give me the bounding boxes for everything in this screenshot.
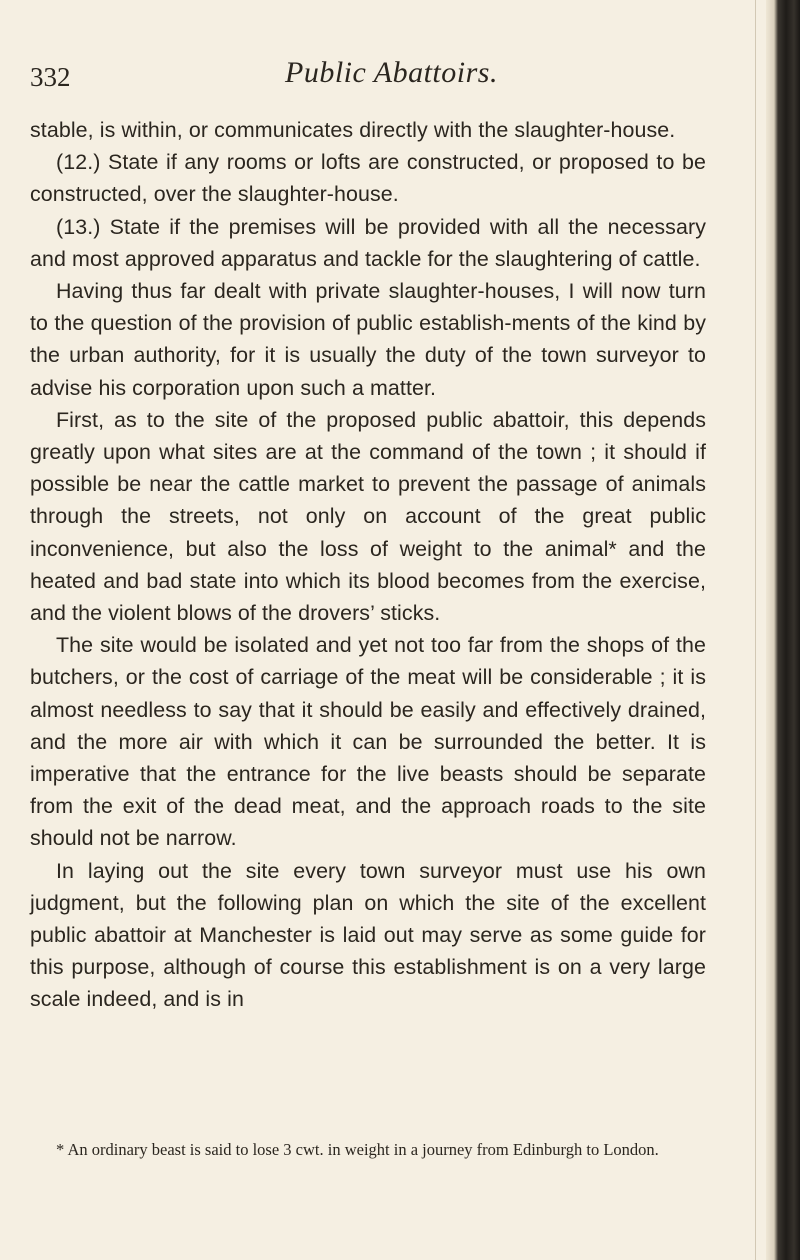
paragraph-site-isolation: The site would be isolated and yet not too far from the shops of the butchers, or the cost of carriage of the meat will be considerable ; it is almost needless to say that it should be easily and effectively drained, and the more air with which it can be surrounded the better. It is imperative that the entrance for the live beasts should be separate from the exit of the dead meat, and the approach roads to the site should not be narrow. (30, 633, 706, 851)
paragraph-layout-plan: In laying out the site every town surveyor must use his own judgment, but the following plan on which the site of the excellent public abattoir at Manchester is laid out may serve as some guide for this purpose, although of course this establishment is on a very large scale indeed, and is in (30, 858, 706, 1012)
paragraph-item-12: (12.) State if any rooms or lofts are constructed, or proposed to be constructed, over the slaughter-house. (30, 150, 706, 207)
page-number: 332 (30, 62, 71, 92)
footnote (30, 1138, 706, 1161)
book-binding-edge (766, 0, 800, 1260)
page-header (30, 56, 710, 96)
body-text (30, 114, 706, 1016)
page-edge-line (755, 0, 756, 1260)
paragraph-public-establishments: Having thus far dealt with private slaughter-houses, I will now turn to the question of the provision of public establish-ments of the kind by the urban authority, for it is usually the duty of the town surveyor to advise his corporation upon such a matter. (30, 279, 706, 400)
paragraph-item-13: (13.) State if the premises will be provided with all the necessary and most approved apparatus and tackle for the slaughtering of cattle. (30, 214, 706, 271)
footnote-text: * An ordinary beast is said to lose 3 cwt. in weight in a journey from Edinburgh to London. (56, 1140, 659, 1159)
paragraph-site-selection: First, as to the site of the proposed public abattoir, this depends greatly upon what sites are at the command of the town ; it should if possible be near the cattle market to prevent the passage of animals through the streets, not only on account of the great public inconvenience, but also the loss of weight to the animal* and the heated and bad state into which its blood becomes from the exercise, and the violent blows of the drovers’ sticks. (30, 407, 706, 626)
paragraph-continuation: stable, is within, or communicates directly with the slaughter-house. (30, 118, 676, 142)
running-title: Public Abattoirs. (285, 56, 498, 89)
